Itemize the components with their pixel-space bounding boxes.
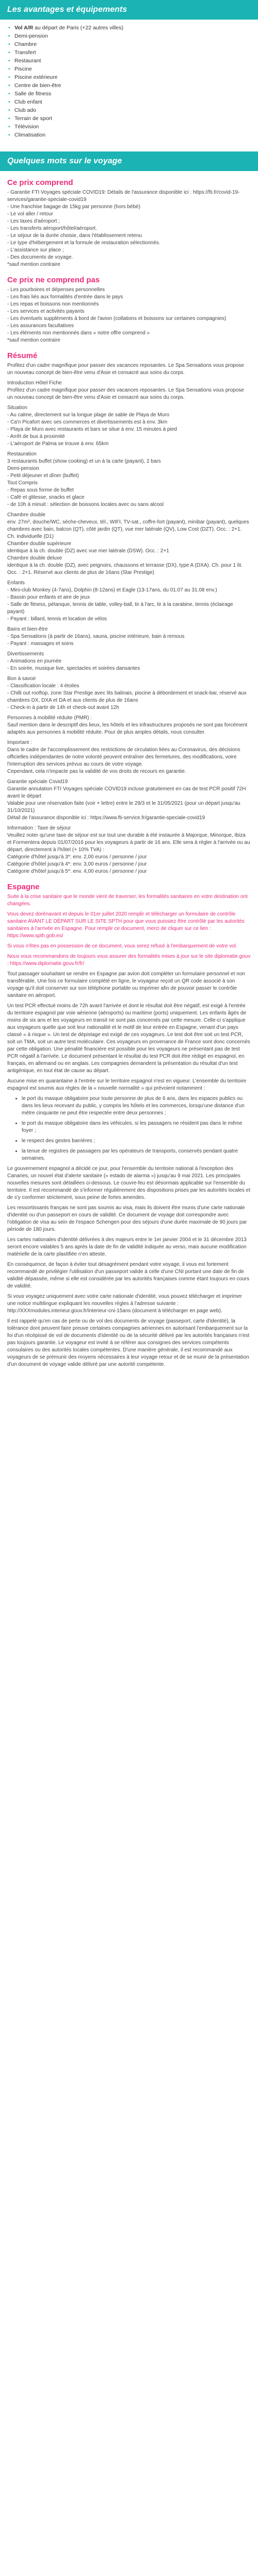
demi-pension-label: Demi-pension — [7, 466, 39, 471]
reduced-mobility-text: Sauf mention dans le descriptif des lieux, les hôtels et les infrastructures proposés ne sont pas forcément adaptés aux personnes à mobilité réduite. Pour de plus amples détails, nous consulter. — [7, 722, 248, 735]
restauration-label: Restauration — [7, 451, 37, 457]
rooms-text: env. 27m², douche/WC, sèche-cheveux, tél., WIFI, TV-sat., coffre-fort (payant), minibar (payant), quelques chambres avec bain, balcon (QT), côté jardin (QT), vue mer latérale (QV), Low Cost (DZT). Occ. : 2+1. Ch. individuelle (D1) Chambre double supérieure identique à la ch. double (DZ) avec vue mer latérale (DSW). Occ. : 2+1 Chambre double deluxe identique à la ch. double (DZ), avec peignoirs, chaussons et terrasse (DX), type A (DXA). Ch. pour 1 lit. Occ. : 2+1. Réservé aux clients de plus de 16ans (Star Prestige) — [7, 519, 249, 575]
spain-passport-advice: En conséquence, de façon à éviter tout désagrément pendant votre voyage, il vous est fortement recommandé de privilégier l'utilisation d'un passeport valide à celle d'une CNI portant une date de fin de validité dépassée, même si elle est considérée par les autorités françaises comme étant toujours en cours de validité. — [7, 1262, 250, 1289]
demi-pension-text: - Petit déjeuner et dîner (buffet) — [7, 473, 79, 479]
amenity-item: • Demi-pension — [14, 32, 258, 40]
tourist-tax-label: Information : Taxe de séjour — [7, 825, 71, 831]
spain-diplomatie-note: Nous vous recommandons de toujours vous assurer des formalités mises à jour sur le site diplomatie.gouv : https://www.diplomatie.gouv.fr/fr/ — [7, 954, 251, 967]
list-item: • la tenue de registres de passagers par les opérateurs de transports, conservés pendant quatre semaines. — [22, 1148, 251, 1162]
amenity-item: • Piscine — [14, 65, 258, 73]
entertainment-label: Divertissements — [7, 651, 44, 657]
kids-text: - Mini-club Monkey (4-7ans), Dolphin (8-12ans) et Eagle (13-17ans, du 01.07 au 31.08 env.) - Bassin pour enfants et aire de jeux - Salle de fitness, pétanque, tennis de table, volley-ball, tir à l'arc, tir à la carabine, tennis (éclairage payant) - Payant : billard, tennis et location de vélos — [7, 587, 233, 622]
spain-form-details: Tout passager souhaitant se rendre en Espagne par avion doit compléter un formulaire personnel et non transférable. Une fois ce formulaire complété en ligne, le voyageur reçoit un QR code associé à son voyage qu'il doit conserver sur son téléphone portable ou imprimer afin de pouvoir passer le contrôle sanitaire en aéroport. — [7, 971, 245, 998]
spain-id-validity: Les cartes nationales d'identité délivrées à des majeurs entre le 1er janvier 2004 et le 31 décembre 2013 seront encore valables 5 ans après la date de fin de validité indiquée au verso, mais aucune modification matérielle de la carte plastifiée n'en atteste. — [7, 1237, 247, 1257]
amenity-item: • Club ado — [14, 106, 258, 114]
covid-guarantee-label: Garantie spéciale Covid19 — [7, 779, 68, 785]
amenity-item: • Transfert — [14, 48, 258, 57]
entertainment-text: - Animations en journée - En soirée, musique live, spectacles et soirées dansantes — [7, 658, 140, 671]
summary-paragraph: Profitez d'un cadre magnifique pour passer des vacances reposantes. Le Spa Sensations vous propose un nouveau concept de bien-être venu d'Asie et consacré aux soins du corps. — [7, 363, 244, 376]
list-item: • le port du masque obligatoire pour toute personne de plus de 6 ans, dans les espaces publics ou dans les lieux recevant du public, y compris les hôtels et les commerces, lorsqu'une distance d'un mètre cinquante ne peut être respectée entre deux personnes ; — [22, 1095, 251, 1117]
spain-rules-list — [7, 1095, 251, 1162]
situation-text: - Au calme, directement sur la longue plage de sable de Playa de Muro - Ca'n Picafort avec ses commerces et divertissements est à env. 3km - Playa de Muro avec restaurants et bars se situe à env. 15 minutes à pied - Arrêt de bus à proximité - L'aéroport de Palma se trouve à env. 65km — [7, 412, 177, 447]
reduced-mobility-label: Personnes à mobilité réduite (PMR) : — [7, 715, 92, 721]
restauration-text: 3 restaurants buffet (show cooking) et un à la carte (payant), 2 bars — [7, 459, 161, 464]
amenity-item: • Centre de bien-être — [14, 81, 258, 90]
excluded-title: Ce prix ne comprend pas — [7, 276, 100, 284]
list-item: • le respect des gestes barrières ; — [22, 1138, 251, 1145]
spa-text: - Spa Sensations (à partir de 16ans), sauna, piscine intérieure, bain à remous - Payant : massages et soins — [7, 634, 185, 647]
spain-health-intro: Suite à la crise sanitaire que le monde vient de traverser, les formalités sanitaires en votre destination ont changées. — [7, 894, 248, 907]
good-to-know-text: - Classification locale : 4 étoiles - Chilli out rooftop, zone Star Prestige avec lits balinais, piscine à débordement et snack-bar, réservé aux chambres DX, DXA et DA et aux clients de plus de 16ans - Check-in à partir de 14h et check-out avant 12h — [7, 683, 247, 710]
amenity-item: • Terrain de sport — [14, 114, 258, 123]
situation-label: Situation — [7, 405, 27, 411]
list-item: • le port du masque obligatoire dans les véhicules, si les passagers ne résident pas dans le même foyer ; — [22, 1120, 251, 1134]
amenity-item: • Vol A/R au départ de Paris (+22 autres villes) — [14, 24, 258, 32]
amenity-item: • Climatisation — [14, 131, 258, 139]
spain-pcr-test: Un test PCR effectué moins de 72h avant l'arrivée et dont le résultat doit être négatif, est exigé à l'entrée du territoire espagnol par voie aérienne (aéroports) ou maritime (ports) uniquement. Les enfants âgés de moins de six ans et les voyageurs en transit ne sont pas concernés par cette mesure. Celle-ci s'applique aux voyageurs quelle que soit leur nationalité et le motif de leur entrée en Espagne, venant d'un pays classé « à risque ». Un test de dépistage est exigé de ces voyageurs. Le test doit être soit un test PCR, soit un TMA, soit un autre test moléculaire. Ces voyageurs en provenance de France sont donc concernés par cette obligation. Une pénalité financière est possible pour les voyageurs ne présentant pas de test PCR négatif à l'arrivée. Le document présentant le résultat du test PCR doit être rédigé en espagnol, en français, en allemand ou en anglais. Les compagnies demandent la présentation du résultat d'un test antigénique, en tout état de cause au départ. — [7, 1003, 250, 1074]
amenity-item: • Piscine extérieure — [14, 73, 258, 81]
spain-multilingual-notice: Si vous voyagez uniquement avec votre carte nationale d'identité, vous pouvez télécharger et imprimer une notice multilingue expliquant les nouvelles règles à l'adresse suivante : http://XXXmodules.interieur.gouv.fr/interieur-cni-15ans (document à télécharger en page web). — [7, 1294, 242, 1314]
tax-category-1: Catégorie d'hôtel jusqu'à 3*: env. 2,00 euros / personne / jour — [7, 854, 147, 860]
spain-new-normal: Aucune mise en quarantaine à l'entrée sur le territoire espagnol n'est en vigueur. L'ensemble du territoire espagnol est soumis aux règles de la « nouvelle normalité » qui prévoient notamment : — [7, 1078, 247, 1091]
spain-spth-form: Vous devez dorénavant et depuis le 01er juillet 2020 remplir et télécharger un formulaire de contrôle sanitaire AVANT LE DÉPART SUR LE SITE SPTH pour que vous puissiez être contrôlé par les autorités sanitaires à l'arrivée en Espagne. Pour remplir ce document, merci de cliquer sur ce lien : https://www.spth.gob.es/ — [7, 911, 245, 939]
kids-label: Enfants — [7, 580, 25, 586]
spain-lost-documents: Il est rappelé qu'en cas de perte ou de vol des documents de voyage (passeport, carte d'identité), la tolérance dont peuvent faire preuve certaines compagnies aériennes en autorisant l'embarquement sur la foi d'un récépissé de vol de documents d'identité ou de la sécurité délivré par les autorités françaises n'est pas toujours garantie. Le voyageur est invité à se référer aux consignes des services compétents consulaires ou des autorités locales compétentes. D'une manière générale, il est recommandé aux voyageurs de se prémunir des moyens nécessaires à leur voyage retour et de se munir de la présentation d'un document de voyage valide délivré par une autorité compétente. — [7, 1318, 250, 1367]
rooms-label: Chambre double — [7, 512, 45, 518]
amenities-banner: Les avantages et équipements — [0, 0, 258, 20]
amenity-item: • Restaurant — [14, 57, 258, 65]
spain-state-of-alert: Le gouvernement espagnol a décidé ce jour, pour l'ensemble du territoire national à l'exception des Canaries, un nouvel état d'alerte sanitaire (« estado de alarma ») jusqu'au 9 mai 2021. Les principales nouvelles mesures sont détaillées ci-dessous. Le couvre-feu est désormais applicable sur l'ensemble du territoire. Il est recommandé de s'informer régulièrement des dispositions prises par les autorités locales et de s'y conformer strictement, sous peine de fortes amendes. — [7, 1166, 251, 1200]
important-label: Important : — [7, 740, 32, 745]
amenity-item: • Télévision — [14, 123, 258, 131]
included-text: - Garantie FTI Voyages spéciale COVID19: Détails de l'assurance disponible ici : https://fti.fr/covid-19-services/garantie-speciale-covid19 - Une franchise bagage de 15kg par personne (hors bébé) - Le vol aller / retour - Les taxes d'aéroport ; - Les transferts aéroport/hôtel/aéroport. - Le séjour de la durée choisie, dans l'établissement retenu - Le type d'hébergement et la formule de restauration sélectionnés. - L'assistance sur place ; - Des documents de voyage. *sauf mention contraire — [7, 190, 240, 267]
spain-refusal-warning: Si vous n'êtes pas en possession de ce document, vous serez refusé à l'embarquement de votre vol. — [7, 943, 237, 949]
amenity-item: • Club enfant — [14, 98, 258, 106]
tax-category-3: Catégorie d'hôtel jusqu'à 5*: env. 4,00 euros / personne / jour — [7, 869, 147, 874]
all-inclusive-text: - Repas sous forme de buffet - Café et glitesse, snacks et glace - de 10h à minuit : sélection de boissons locales avec ou sans alcool — [7, 487, 164, 507]
tourist-tax-text: Veuillez noter qu'une taxe de séjour est sur tout une durable à été instaurée à Majorque, Minorque, Ibiza et Formentera depuis 01/07/2016 pour les voyageurs à partir de 16 ans. Elle sera à régler à l'arrivée ou au départ, directement à l'hôtel (+ 10% TVA) : — [7, 833, 250, 853]
trip-info-banner: Quelques mots sur le voyage — [0, 151, 258, 171]
summary-intro-paragraph: Profitez d'un cadre magnifique pour passer des vacances reposantes. Le Spa Sensations vous propose un nouveau concept de bien-être venu d'Asie et consacré aux soins du corps. — [7, 387, 244, 400]
summary-intro-label: Introduction Hôtel Fiche — [7, 380, 62, 386]
trip-info-section — [0, 178, 258, 1368]
important-text: Dans le cadre de l'accomplissement des restrictions de circulation liées au Coronavirus, des décisions officielles indépendantes de notre volonté peuvent entraîner des fermetures, des modifications, voire l'interruption des services prévus au cours de votre voyage. Cependant, cela n'impacte pas la validité de vos droits de recours en garantie. — [7, 747, 240, 774]
spain-title: Espagne — [7, 883, 40, 891]
included-title: Ce prix comprend — [7, 178, 73, 187]
spain-id-documents: Les ressortissants français ne sont pas soumis au visa, mais ils doivent être munis d'une carte nationale d'identité ou d'un passeport en cours de validité. Ce document de voyage doit correspondre avec l'obligation de visa au sein de l'espace Schengen pour des séjours d'une durée maximale de 90 jours par période de 180 jours. — [7, 1205, 247, 1232]
good-to-know-label: Bon à savoir — [7, 676, 36, 682]
all-inclusive-label: Tout Compris — [7, 480, 38, 486]
amenities-list — [0, 24, 258, 139]
tax-category-2: Catégorie d'hôtel jusqu'à 4*: env. 3,00 euros / personne / jour — [7, 861, 147, 867]
amenity-item: • Salle de fitness — [14, 90, 258, 98]
excluded-text: - Les pourboires et dépenses personnelles - Les frais liés aux formalités d'entrée dans le pays - Les repas et boissons non mentionnés - Les services et activités payants - Les éventuels suppléments à bord de l'avion (collations et boissons sur certaines compagnies) - Les assurances facultatives - Les éléments non mentionnés dans « notre offre comprend » *sauf mention contraire — [7, 287, 227, 343]
amenity-item: • Chambre — [14, 40, 258, 48]
covid-guarantee-text: Garantie annulation FTI Voyages spéciale COVID19 incluse gratuitement en cas de test PCR positif 72H avant le départ Valable pour une réservation faite (voir + lettre) entre le 29/3 et le 31/05/2021 (pour un départ jusqu'au 31/10/2021) Détail de l'assurance disponible ici : https://www.fti-service.fr/garantie-speciale-covid19 — [7, 786, 246, 821]
summary-title: Résumé — [7, 351, 38, 360]
spa-label: Bains et bien-être — [7, 626, 48, 632]
